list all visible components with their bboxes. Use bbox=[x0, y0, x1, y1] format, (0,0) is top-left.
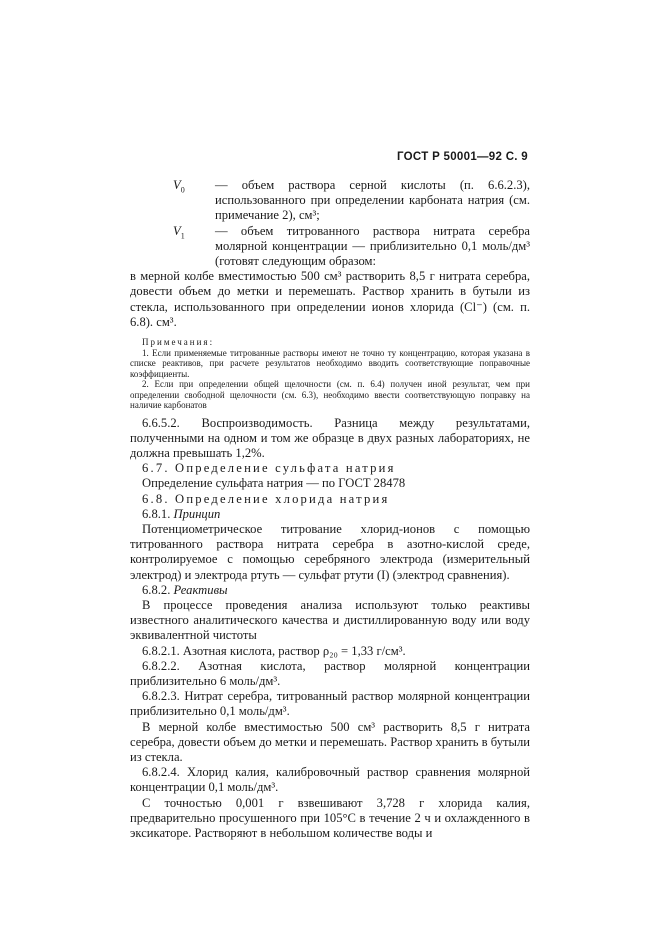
paragraph-preparation: в мерной колбе вместимостью 500 см³ растворить 8,5 г нитрата серебра, довести объем до метки и перемешать. Раствор хранить в бутыли из стекла, использованного при определении ионов хлорида (Cl⁻) (см. п. 6.8). см³. bbox=[130, 269, 530, 329]
symbol-v1: $V_1$ bbox=[173, 223, 185, 241]
page-header: ГОСТ Р 50001—92 С. 9 bbox=[397, 151, 528, 163]
definition-v0 bbox=[130, 178, 530, 224]
page-content bbox=[130, 178, 530, 841]
heading-6-7: 6.7. Определение сульфата натрия bbox=[142, 461, 396, 476]
paragraph-6-8-2-3: 6.8.2.3. Нитрат серебра, титрованный раствор молярной концентрации приблизительно 0,1 моль/дм³. bbox=[130, 689, 530, 719]
note-2: 2. Если при определении общей щелочности (см. п. 6.4) получен иной результат, чем при определении свободной щелочности (см. 6.3), необходимо ввести соответствующую поправку на наличие карбонатов bbox=[130, 379, 530, 411]
paragraph-6-8-1: Потенциометрическое титрование хлорид-ионов с помощью титрованного раствора нитрата серебра в азотно-кислой среде, контролируемое с помощью серебряного электрода (измерительный электрод) и электрода ртуть — сульфат ртути (I) (электрод сравнения). bbox=[130, 521, 530, 582]
paragraph-6-8-2-3-prep: В мерной колбе вместимостью 500 см³ растворить 8,5 г нитрата серебра, довести объем до метки и перемешать. Раствор хранить в бутыли из стекла. bbox=[130, 719, 530, 764]
heading-6-8-2-title: Реактивы bbox=[173, 582, 228, 597]
paragraph-6-7: Определение сульфата натрия — по ГОСТ 28478 bbox=[142, 476, 406, 491]
heading-6-8: 6.8. Определение хлорида натрия bbox=[142, 491, 390, 506]
paragraph-6-8-2: В процессе проведения анализа используют только реактивы известного аналитического качества и дистиллированную воду или воду эквивалентной чистоты bbox=[130, 597, 530, 643]
note-1: 1. Если применяемые титрованные растворы имеют не точно ту концентрацию, которая указана в списке реактивов, при расчете результатов необходимо вводить соответствующие поправочные коэффициенты. bbox=[130, 347, 530, 379]
notes-title: Примечания: bbox=[142, 337, 215, 348]
paragraph-6-8-2-2: 6.8.2.2. Азотная кислота, раствор молярной концентрации приблизительно 6 моль/дм³. bbox=[130, 658, 530, 688]
definition-v1 bbox=[130, 224, 530, 270]
paragraph-6-8-2-4-prep: С точностью 0,001 г взвешивают 3,728 г хлорида калия, предварительно просушенного при 105°С в течение 2 ч и охлажденного в эксикаторе. Растворяют в небольшом количестве воды и bbox=[130, 795, 530, 841]
heading-6-8-1 bbox=[130, 507, 530, 522]
heading-6-8-1-title: Принцип bbox=[173, 506, 221, 521]
heading-6-8-2 bbox=[130, 583, 530, 598]
definition-v0-text: — объем раствора серной кислоты (п. 6.6.2.3), использованного при определении карбоната натрия (см. примечание 2), см³; bbox=[215, 178, 530, 223]
definition-v1-text: — объем титрованного раствора нитрата серебра молярной концентрации — приблизительно 0,1 моль/дм³ (готовят следующим образом: bbox=[215, 223, 530, 269]
paragraph-6-8-2-1: 6.8.2.1. Азотная кислота, раствор ρ₂₀ = 1,33 г/см³. bbox=[142, 643, 406, 658]
paragraph-6-6-5-2: 6.6.5.2. Воспроизводимость. Разница между результатами, полученными на одном и том же образце в двух разных лабораториях, не должна превышать 1,2%. bbox=[130, 415, 530, 460]
heading-6-8-2-number: 6.8.2. bbox=[142, 582, 171, 597]
notes-block bbox=[130, 337, 530, 411]
symbol-v0: $V_0$ bbox=[173, 178, 185, 195]
paragraph-6-8-2-4: 6.8.2.4. Хлорид калия, калибровочный раствор сравнения молярной концентрации 0,1 моль/дм³. bbox=[130, 765, 530, 795]
heading-6-8-1-number: 6.8.1. bbox=[142, 506, 171, 521]
